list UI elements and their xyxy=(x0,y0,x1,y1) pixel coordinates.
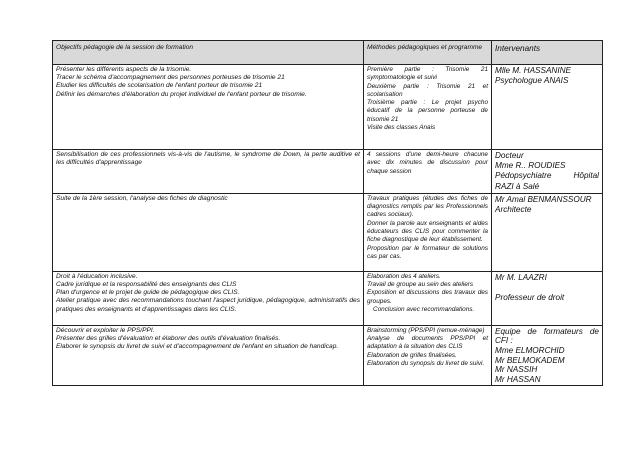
header-speakers: Intervenants xyxy=(492,41,603,65)
methods-cell xyxy=(364,271,492,325)
method-line: Elaboration du synopsis du livret de suivi. xyxy=(367,360,485,367)
objective-line: Elaborer le synopsis du livret de suivi et d'accompagnement de l'enfant en situation de handicap. xyxy=(56,343,339,351)
header-objectives: Objectifs pédagogie de la session de formation xyxy=(53,41,364,65)
speaker-line: Mme ELMORCHID xyxy=(495,346,565,355)
table-row xyxy=(53,150,603,194)
objective-line: Sensibilisation de ces professionnels vis-à-vis de l'autisme, le syndrome de Down, la perte auditive et les difficultés d'apprentissage xyxy=(56,151,360,167)
speaker-line: Mlle M. HASSANINE xyxy=(495,66,571,75)
speaker-line: Architecte xyxy=(495,205,532,215)
method-line: Brainstorming (PPS/PPI (remue-ménage) xyxy=(367,326,485,334)
table-row xyxy=(53,65,603,150)
speaker-line: Docteur xyxy=(495,151,524,160)
speaker-line: Professeur de droit xyxy=(495,293,565,303)
speaker-line: Pédopsychiatre Hôpital xyxy=(495,171,599,181)
objective-line: Découvrir et exploiter le PPS/PPI. xyxy=(56,326,155,334)
method-line: Analyse de documents PPS/PPI et adaptation à la situation des CLIS xyxy=(367,335,488,351)
method-line: Travaux pratiques (études des fiches de diagnostics remplis par les Professionnels cadres sociaux). xyxy=(367,194,488,219)
method-line: Travail de groupe au sein des ateliers xyxy=(367,281,474,289)
objective-line: Définir les démarches d'élaboration du projet individuel de l'enfant porteur de trisomie. xyxy=(56,90,307,98)
header-row xyxy=(53,41,603,65)
objectives-cell xyxy=(53,325,364,386)
training-table xyxy=(52,40,603,386)
objective-line: Présenter les différents aspects de la trisomie. xyxy=(56,66,192,73)
objective-line: Etudier les difficultés de scolarisation de l'enfant porteur de trisomie 21 xyxy=(56,82,263,90)
document-page xyxy=(52,40,602,386)
speaker-line: Mr NASSIH xyxy=(495,365,538,375)
speaker-line: Mr HASSAN xyxy=(495,374,541,384)
speakers-cell xyxy=(492,271,603,325)
speaker-line: RAZI à Salé xyxy=(495,181,540,191)
method-line: Exposition et discussions des travaux des groupes. xyxy=(367,289,488,305)
speakers-cell xyxy=(492,150,603,194)
header-methods: Méthodes pédagogiques et programme xyxy=(364,41,492,65)
table-row xyxy=(53,193,603,271)
speaker-line: Mr BELMOKADEM xyxy=(495,355,565,365)
objective-line: Atelier pratique avec des recommandations touchant l'aspect juridique, pédagogique, administratifs des pratiques des enseignants et d'apprentissages dans les CLIS. xyxy=(56,297,360,313)
objectives-cell xyxy=(53,150,364,194)
method-line: Visite des classes Anais xyxy=(367,124,436,132)
method-line: Deuxième partie : Trisomie 21 et scolarisation xyxy=(367,82,488,98)
table-row xyxy=(53,271,603,325)
method-line: Elaboration des 4 ateliers. xyxy=(367,272,441,280)
objective-line: Cadre juridique et la responsabilité des enseignants des CLIS xyxy=(56,281,237,289)
objective-line: Plan d'urgence et le projet de guide de pédagogique des CLIS. xyxy=(56,289,240,297)
objective-line: Suite de la 1ère session, l'analyse des fiches de diagnostic xyxy=(56,194,228,202)
objective-line: Droit à l'éducation inclusive. xyxy=(56,272,138,280)
speakers-cell xyxy=(492,325,603,386)
method-line: Première partie : Trisomie 21 symptomatologie et suivi xyxy=(367,66,488,82)
method-line: Proposition par le formateur de solutions cas par cas. xyxy=(367,244,488,260)
objectives-cell xyxy=(53,271,364,325)
speaker-line: Mr Amal BENMANSSOUR xyxy=(495,194,592,204)
methods-cell xyxy=(364,150,492,194)
objective-line: Tracer le schéma d'accompagnement des personnes porteuses de trisomie 21 xyxy=(56,74,285,82)
method-line: Troisième partie : Le projet psycho éducatif de la personne porteuse de trisomie 21 xyxy=(367,99,488,123)
speaker-line: Mme R.. ROUDIES xyxy=(495,161,566,171)
methods-cell xyxy=(364,65,492,150)
objectives-cell xyxy=(53,193,364,271)
speaker-line: Mr M. LAAZRI xyxy=(495,272,547,282)
objectives-cell xyxy=(53,65,364,150)
method-line: Donner la parole aux enseignants et aides éducateurs des CLIS pour commenter la fiche diagnostique de leur établissement. xyxy=(367,219,488,244)
table-row xyxy=(53,325,603,386)
speakers-cell xyxy=(492,193,603,271)
speaker-line: Psychologue ANAIS xyxy=(495,76,569,86)
methods-cell xyxy=(364,325,492,386)
method-line: Conclusion avec recommandations. xyxy=(373,306,475,313)
methods-cell xyxy=(364,193,492,271)
speaker-line: Equipe de formateurs de CFI : xyxy=(495,326,599,346)
objective-line: Présenter des grilles d'évaluation et élaborer des outils d'évaluation finalisés. xyxy=(56,335,281,343)
method-line: Elaboration de grilles finalisées. xyxy=(367,351,457,359)
speakers-cell xyxy=(492,65,603,150)
method-line: 4 sessions d'une demi-heure chacune avec dix minutes de discussion pour chaque session xyxy=(367,151,488,175)
